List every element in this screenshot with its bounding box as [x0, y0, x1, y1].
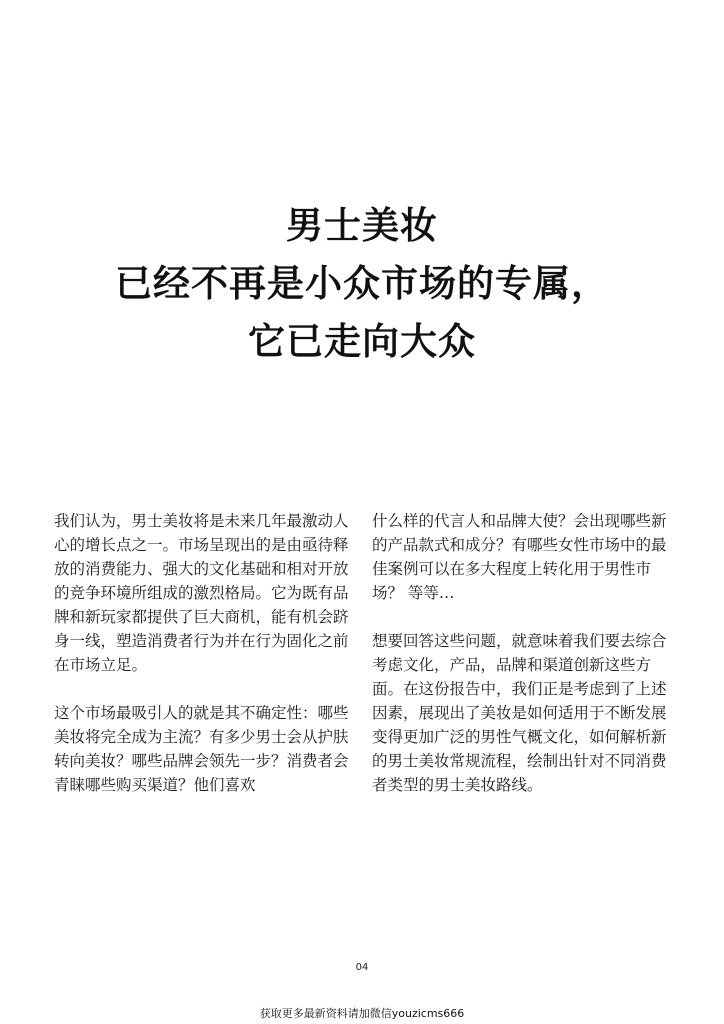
page-title — [0, 196, 724, 370]
right-paragraph-1: 什么样的代言人和品牌大使？会出现哪些新的产品款式和成分？有哪些女性市场中的最佳案例可以在多大程度上转化用于男性市场？ 等等… — [372, 512, 667, 602]
left-text-column — [54, 509, 350, 797]
right-text-column — [372, 509, 668, 797]
title-line-1: 男士美妆 — [286, 203, 438, 247]
left-paragraph-1: 我们认为，男士美妆将是未来几年最激动人心的增长点之一。市场呈现出的是由亟待释放的消费能力、强大的文化基础和相对开放的竞争环境所组成的激烈格局。它为既有品牌和新玩家都提供了巨大商机，能有机会跻身一线，塑造消费者行为并在行为固化之前在市场立足。 — [54, 512, 349, 674]
right-paragraph-2: 想要回答这些问题，就意味着我们要去综合考虑文化，产品，品牌和渠道创新这些方面。在这份报告中，我们正是考虑到了上述因素，展现出了美妆是如何适用于不断发展变得更加广泛的男性气概文化，如何解析新的男士美妆常规流程，绘制出针对不同消费者类型的男士美妆路线。 — [372, 632, 667, 794]
left-paragraph-2: 这个市场最吸引人的就是其不确定性：哪些美妆将完全成为主流？有多少男士会从护肤转向美妆？哪些品牌会领先一步？消费者会青睐哪些购买渠道？他们喜欢 — [54, 704, 349, 794]
footer-note: 获取更多最新资料请加微信youzicms666 — [259, 1007, 465, 1020]
title-line-3: 它已走向大众 — [248, 319, 476, 363]
title-line-2: 已经不再是小众市场的专属， — [115, 261, 609, 305]
page-number: 04 — [355, 962, 369, 973]
